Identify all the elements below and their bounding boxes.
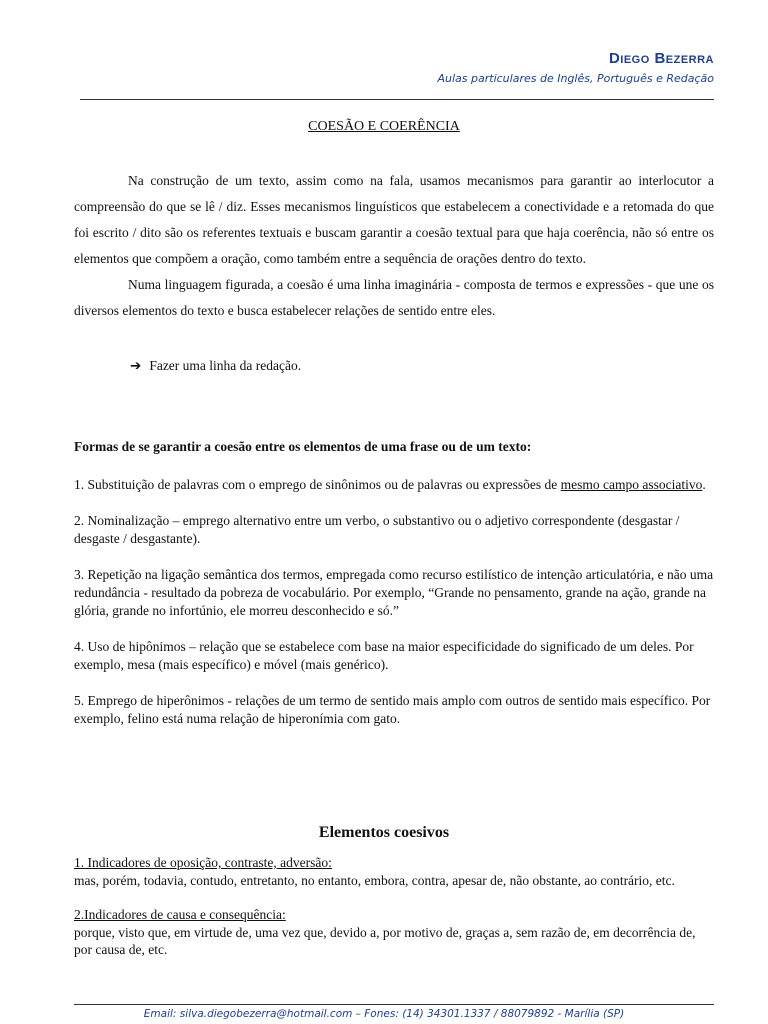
author-name: Diego Bezerra xyxy=(608,50,714,67)
list-item: 3. Repetição na ligação semântica dos termos, empregada como recurso estilístico de intenção articulatória, e não uma redundância - resultado da pobreza de vocabulário. Por exemplo, “Grande no pensamento, grande na ação, grande na glória, grande no infortúnio, ele morreu desconhecido e só.” xyxy=(74,567,714,618)
forms-heading: Formas de se garantir a coesão entre os elementos de uma frase ou de um texto: xyxy=(74,439,532,454)
arrow-note xyxy=(130,358,301,374)
list-item xyxy=(74,476,714,494)
document-title: COESÃO E COERÊNCIA xyxy=(308,119,460,134)
group-cause xyxy=(74,906,714,959)
item-text: 1. Substituição de palavras com o emprego de sinônimos ou de palavras ou expressões de xyxy=(74,477,561,492)
list-item: 2. Nominalização – emprego alternativo entre um verbo, o substantivo ou o adjetivo correspondente (desgastar / desgaste / desgastante). xyxy=(74,513,680,546)
header-rule xyxy=(80,99,714,100)
footer-contact: Email: silva.diegobezerra@hotmail.com – Fones: (14) 34301.1337 / 88079892 - Marília (SP) xyxy=(143,1008,625,1020)
group-title: 2.Indicadores de causa e consequência: xyxy=(74,907,286,922)
arrow-note-text: Fazer uma linha da redação. xyxy=(149,358,302,373)
elements-title: Elementos coesivos xyxy=(318,824,450,841)
list-item: 4. Uso de hipônimos – relação que se estabelece com base na maior especificidade do significado de um deles. Por exemplo, mesa (mais específico) e móvel (mais genérico). xyxy=(74,639,694,672)
intro-paragraph-2: Numa linguagem figurada, a coesão é uma linha imaginária - composta de termos e expressões - que une os diversos elementos do texto e busca estabelecer relações de sentido entre eles. xyxy=(74,277,714,318)
list-item: 5. Emprego de hiperônimos - relações de um termo de sentido mais amplo com outros de sentido mais específico. Por exemplo, felino está numa relação de hiperonímia com gato. xyxy=(74,693,711,726)
forms-list xyxy=(74,476,714,746)
author-subtitle: Aulas particulares de Inglês, Português e Redação xyxy=(437,72,714,85)
item-end: . xyxy=(702,477,706,492)
footer-rule xyxy=(74,1004,714,1005)
arrow-right-icon: ➔ xyxy=(130,358,142,374)
intro-paragraph-1: Na construção de um texto, assim como na fala, usamos mecanismos para garantir ao interlocutor a compreensão do que se lê / diz. Esses mecanismos linguísticos que estabelecem a conectividade e a retomada do que foi escrito / dito são os referentes textuais e buscam garantir a coesão textual para que haja coerência, não só entre os elementos que compõem a oração, como também entre a sequência de orações dentro do texto. xyxy=(74,173,714,266)
group-title: 1. Indicadores de oposição, contraste, adversão: xyxy=(74,855,332,870)
underlined-term: mesmo campo associativo xyxy=(560,477,703,492)
group-opposition xyxy=(74,854,714,889)
group-text: mas, porém, todavia, contudo, entretanto, no entanto, embora, contra, apesar de, não obstante, ao contrário, etc. xyxy=(74,872,675,888)
elements-groups xyxy=(74,854,714,976)
intro-section xyxy=(74,168,714,324)
group-text: porque, visto que, em virtude de, uma vez que, devido a, por motivo de, graças a, sem razão de, em decorrência de, por causa de, etc. xyxy=(74,924,696,957)
